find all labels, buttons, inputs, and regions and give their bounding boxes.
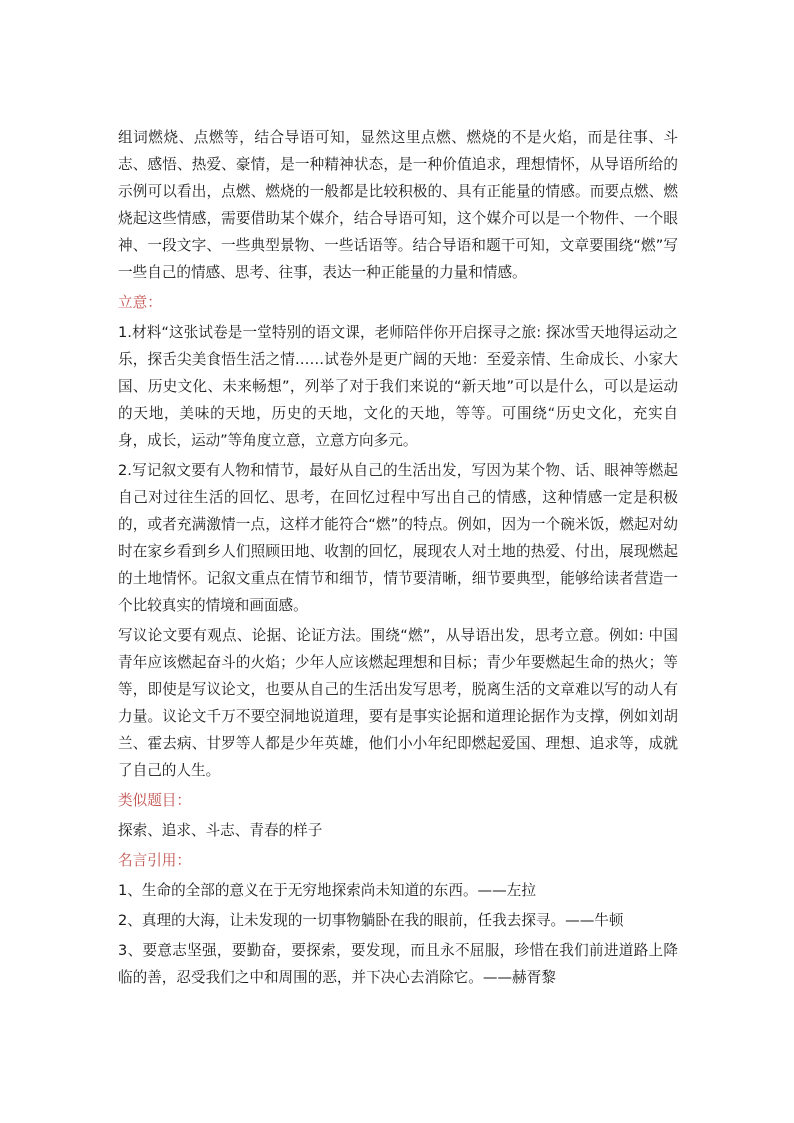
similar-titles-text: 探索、追求、斗志、青春的样子 <box>118 822 323 839</box>
document-page <box>118 124 678 994</box>
quote-3: 3、要意志坚强，要勤奋，要探索，要发现，而且永不屈服，珍惜在我们前进道路上降临的善，忍受我们之中和周围的恶，并下决心去消除它。——赫胥黎 <box>118 942 678 986</box>
similar-titles-heading: 类似题目： <box>118 792 191 809</box>
intro-paragraph: 组词燃烧、点燃等，结合导语可知，显然这里点燃、燃烧的不是火焰，而是往事、斗志、感悟、热爱、豪情，是一种精神状态，是一种价值追求，理想情怀，从导语所给的示例可以看出，点燃、燃烧的一般都是比较积极的、具有正能量的情感。而要点燃、燃烧起这些情感，需要借助某个媒介，结合导语可知，这个媒介可以是一个物件、一个眼神、一段文字、一些典型景物、一些话语等。结合导语和题干可知，文章要围绕“燃”写一些自己的情感、思考、往事，表达一种正能量的力量和情感。 <box>118 129 678 281</box>
liyi-paragraph-1: 1.材料“这张试卷是一堂特别的语文课，老师陪伴你开启探寻之旅: 探冰雪天地得运动之乐，探舌尖美食悟生活之情……试卷外是更广阔的天地：至爱亲情、生命成长、小家大国、历史文化、未来畅想”，列举了对于我们来说的“新天地”可以是什么，可以是运动的天地，美味的天地，历史的天地，文化的天地，等等。可围绕“历史文化，充实自身，成长，运动”等角度立意，立意方向多元。 <box>118 324 678 449</box>
liyi-paragraph-2: 2.写记叙文要有人物和情节，最好从自己的生活出发，写因为某个物、话、眼神等燃起自己对过往生活的回忆、思考，在回忆过程中写出自己的情感，这种情感一定是积极的，或者充满激情一点，这样才能符合“燃”的特点。例如，因为一个碗米饭，燃起对幼时在家乡看到乡人们照顾田地、收割的回忆，展现农人对土地的热爱、付出，展现燃起的土地情怀。记叙文重点在情节和细节，情节要清晰，细节要典型，能够给读者营造一个比较真实的情境和画面感。 <box>118 462 678 614</box>
quote-1: 1、生命的全部的意义在于无穷地探索尚未知道的东西。——左拉 <box>118 882 536 899</box>
quote-2: 2、真理的大海，让未发现的一切事物躺卧在我的眼前，任我去探寻。——牛顿 <box>118 912 624 929</box>
liyi-heading: 立意： <box>118 294 162 311</box>
quotes-heading: 名言引用： <box>118 852 191 869</box>
liyi-paragraph-3: 写议论文要有观点、论据、论证方法。围绕“燃”，从导语出发，思考立意。例如: 中国青年应该燃起奋斗的火焰；少年人应该燃起理想和目标；青少年要燃起生命的热火；等等，即使是写议论文，也要从自己的生活出发写思考，脱离生活的文章难以写的动人有力量。议论文千万不要空洞地说道理，要有是事实论据和道理论据作为支撑，例如刘胡兰、霍去病、甘罗等人都是少年英雄，他们小小年纪即燃起爱国、理想、追求等，成就了自己的人生。 <box>118 627 678 779</box>
